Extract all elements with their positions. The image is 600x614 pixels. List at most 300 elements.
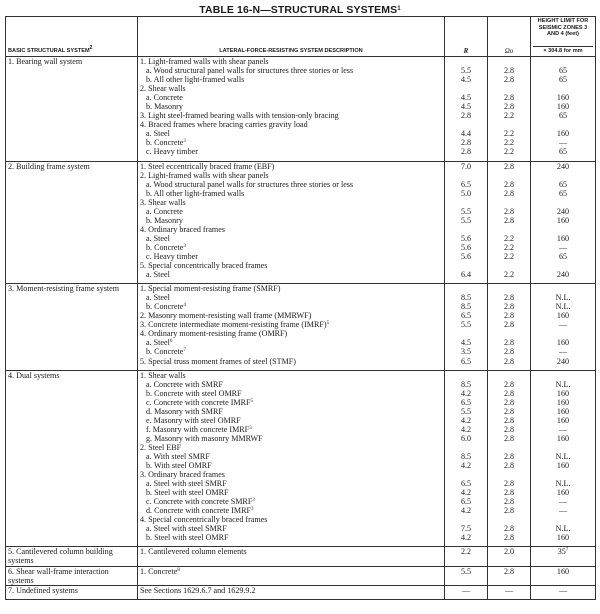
r-value: [447, 443, 485, 452]
height-limit-text: 240: [556, 356, 570, 366]
r-value: 5.5: [460, 320, 472, 330]
description-text: a. Concrete: [146, 206, 183, 216]
r-value: 4.2: [460, 424, 472, 434]
r-value: 2.8: [460, 111, 472, 121]
description-line: [140, 138, 442, 147]
height-limit-value: [533, 380, 593, 389]
height-limit-value: [533, 284, 593, 293]
description-text: 4. Special concentrically braced frames: [140, 515, 268, 525]
height-limit-text: —: [558, 424, 568, 434]
description-line: [140, 524, 442, 533]
height-limit-text: —: [558, 242, 568, 252]
basic-system-label: 3. Moment-resisting frame system: [8, 284, 120, 294]
height-limit-cell: [531, 284, 596, 370]
description-line: [140, 129, 442, 138]
height-limit-text: —: [558, 347, 568, 357]
omega-value-cell: [488, 547, 531, 566]
height-limit-text: N.L.: [555, 293, 571, 303]
height-limit-text: 240: [556, 270, 570, 280]
height-limit-value: [533, 338, 593, 347]
description-text: 1. Cantilevered column elements: [140, 547, 247, 557]
height-limit-value: [533, 311, 593, 320]
description-text: b. Masonry: [146, 215, 183, 225]
description-line: [140, 586, 442, 595]
height-limit-text: 160: [556, 102, 570, 112]
description-text: 5. Special truss moment frames of steel (STMF): [140, 356, 297, 366]
description-line: [140, 93, 442, 102]
omega-value: —: [504, 585, 514, 595]
omega-value: 2.8: [503, 497, 515, 507]
description-line: [140, 207, 442, 216]
omega-value: [490, 284, 528, 293]
description-line: [140, 547, 442, 556]
r-value: 6.0: [460, 433, 472, 443]
r-value: [447, 84, 485, 93]
height-limit-text: 160: [556, 93, 570, 103]
height-limit-text: 160: [556, 488, 570, 498]
description-text: a. Steel: [146, 338, 170, 348]
description-text: 1. Light-framed walls with shear panels: [140, 57, 269, 66]
omega-value: 2.2: [503, 138, 515, 148]
r-value-cell: [445, 547, 488, 566]
omega-value: 2.8: [503, 75, 515, 85]
description-text: 4. Braced frames where bracing carries gravity load: [140, 120, 308, 130]
table-header: [6, 17, 596, 57]
r-value: [447, 329, 485, 338]
height-limit-value: [533, 93, 593, 102]
height-limit-text: 240: [556, 161, 570, 171]
height-limit-text: N.L.: [555, 451, 571, 461]
height-limit-value: [533, 586, 593, 595]
height-limit-value: [533, 533, 593, 542]
description-line: [140, 311, 442, 320]
height-limit-value: [533, 198, 593, 207]
height-limit-text: N.L.: [555, 479, 571, 489]
height-limit-text: N.L.: [555, 302, 571, 312]
description-line: [140, 261, 442, 270]
description-line: [140, 389, 442, 398]
r-value: 6.5: [460, 311, 472, 321]
footnote-marker: 5: [250, 398, 254, 404]
basic-system-cell: [6, 161, 138, 284]
r-value-cell: [445, 585, 488, 599]
r-value: 4.2: [460, 488, 472, 498]
height-limit-text: 160: [556, 415, 570, 425]
description-cell: [138, 161, 445, 284]
omega-value: 2.2: [503, 147, 515, 157]
description-line: [140, 216, 442, 225]
header-omega: Ωo: [488, 17, 531, 57]
omega-value: 2.8: [503, 188, 515, 198]
r-value: 5.5: [460, 566, 472, 576]
description-text: c. Concrete with concrete SMRF: [146, 497, 253, 507]
r-value: 8.5: [460, 293, 472, 303]
description-line: [140, 57, 442, 66]
description-line: [140, 371, 442, 380]
height-limit-value: [533, 506, 593, 515]
omega-value: 2.8: [503, 566, 515, 576]
footnote-marker: 8: [177, 567, 180, 573]
description-line: [140, 225, 442, 234]
description-cell: [138, 284, 445, 370]
height-limit-cell: [531, 370, 596, 547]
description-text: a. With steel SMRF: [146, 451, 210, 461]
omega-value: 2.8: [503, 338, 515, 348]
system-group-row: [6, 585, 596, 599]
r-value: 4.5: [460, 102, 472, 112]
omega-value: [490, 57, 528, 66]
description-line: [140, 425, 442, 434]
description-text: b. Steel with steel OMRF: [146, 533, 229, 543]
footnote-marker: 3: [183, 243, 186, 249]
footnote-marker: 3: [250, 507, 254, 513]
header-height-conversion: × 304.8 for mm: [543, 48, 583, 54]
r-value: 5.5: [460, 66, 472, 76]
description-line: [140, 357, 442, 366]
r-value: 6.5: [460, 397, 472, 407]
basic-system-cell: [6, 547, 138, 566]
r-value: [447, 371, 485, 380]
r-value-cell: [445, 161, 488, 284]
r-value: 6.5: [460, 179, 472, 189]
height-limit-value: [533, 102, 593, 111]
description-text: d. Masonry with SMRF: [146, 406, 223, 416]
description-text: 3. Light steel-framed bearing walls with tension-only bracing: [140, 111, 339, 121]
height-limit-cell: [531, 566, 596, 585]
height-limit-value: [533, 261, 593, 270]
header-basic-system-text: BASIC STRUCTURAL SYSTEM: [8, 48, 90, 54]
omega-value: 2.8: [503, 293, 515, 303]
r-value: 8.5: [460, 451, 472, 461]
description-line: [140, 329, 442, 338]
description-line: [140, 470, 442, 479]
basic-system-label: 4. Dual systems: [8, 370, 60, 380]
r-value: [447, 261, 485, 270]
footnote-marker: 5: [326, 321, 330, 327]
description-line: [140, 497, 442, 506]
footnote-marker: 6: [169, 339, 173, 345]
height-limit-value: [533, 138, 593, 147]
description-text: a. Steel: [146, 233, 170, 243]
height-limit-value: [533, 461, 593, 470]
description-text: a. Wood structural panel walls for structures three stories or less: [146, 66, 354, 76]
r-value: 5.5: [460, 215, 472, 225]
system-group-row: [6, 284, 596, 370]
height-limit-text: N.L.: [555, 379, 571, 389]
omega-value: [490, 329, 528, 338]
description-line: [140, 84, 442, 93]
description-line: [140, 347, 442, 356]
omega-value: [490, 470, 528, 479]
description-text: c. Heavy timber: [146, 251, 198, 261]
height-limit-text: 160: [556, 311, 570, 321]
description-cell: [138, 566, 445, 585]
omega-value: [490, 261, 528, 270]
description-line: [140, 147, 442, 156]
height-limit-value: [533, 225, 593, 234]
height-limit-value: [533, 329, 593, 338]
header-height-limit-text: HEIGHT LIMIT FOR SEISMIC ZONES 3 AND 4 (feet): [533, 17, 593, 47]
r-value: [447, 171, 485, 180]
description-cell: [138, 585, 445, 599]
omega-value: 2.8: [503, 506, 515, 516]
description-line: [140, 461, 442, 470]
omega-value: [490, 515, 528, 524]
omega-value: 2.2: [503, 129, 515, 139]
description-text: d. Concrete with concrete IMRF: [146, 506, 251, 516]
r-value: [447, 120, 485, 129]
description-text: b. Concrete: [146, 138, 184, 148]
omega-value: 2.8: [503, 179, 515, 189]
description-text: 2. Shear walls: [140, 84, 186, 94]
description-text: 3. Ordinary braced frames: [140, 470, 225, 480]
description-line: [140, 111, 442, 120]
r-value: 4.2: [460, 533, 472, 543]
omega-value: 2.8: [503, 397, 515, 407]
description-line: [140, 320, 442, 329]
omega-value: 2.8: [503, 311, 515, 321]
height-limit-text: —: [558, 506, 568, 516]
height-limit-text: 65: [558, 147, 568, 157]
description-line: [140, 293, 442, 302]
omega-value: 2.0: [503, 547, 515, 557]
r-value: 7.5: [460, 524, 472, 534]
height-limit-value: [533, 398, 593, 407]
omega-value: [490, 443, 528, 452]
description-text: 4. Ordinary braced frames: [140, 224, 225, 234]
description-line: [140, 162, 442, 171]
omega-value: 2.8: [503, 206, 515, 216]
omega-value: 2.2: [503, 251, 515, 261]
description-text: a. Concrete: [146, 93, 183, 103]
description-cell: [138, 57, 445, 162]
height-limit-text: 35: [557, 547, 566, 557]
height-limit-text: 160: [556, 233, 570, 243]
omega-value: 2.8: [503, 388, 515, 398]
r-value-cell: [445, 284, 488, 370]
height-limit-value: [533, 416, 593, 425]
description-line: [140, 380, 442, 389]
structural-systems-table: [5, 16, 596, 600]
height-limit-value: [533, 120, 593, 129]
r-value: 4.4: [460, 129, 472, 139]
description-text: a. Steel: [146, 129, 170, 139]
footnote-marker: 7: [183, 348, 186, 354]
height-limit-value: [533, 547, 593, 556]
height-limit-value: [533, 389, 593, 398]
height-limit-text: 160: [556, 461, 570, 471]
description-line: [140, 180, 442, 189]
omega-value-cell: [488, 57, 531, 162]
r-value: 4.5: [460, 75, 472, 85]
height-limit-value: [533, 515, 593, 524]
height-limit-text: —: [558, 585, 568, 595]
omega-value: 2.8: [503, 347, 515, 357]
height-limit-value: [533, 57, 593, 66]
table-title-text: TABLE 16-N—STRUCTURAL SYSTEMS: [199, 4, 398, 16]
system-group-row: [6, 566, 596, 585]
description-text: a. Steel with steel SMRF: [146, 479, 227, 489]
r-value: [447, 284, 485, 293]
height-limit-value: [533, 189, 593, 198]
description-line: [140, 75, 442, 84]
omega-value: 2.8: [503, 320, 515, 330]
description-text: 2. Light-framed walls with shear panels: [140, 170, 269, 180]
height-limit-text: 160: [556, 397, 570, 407]
height-limit-text: 160: [556, 406, 570, 416]
height-limit-value: [533, 111, 593, 120]
r-value: [447, 515, 485, 524]
r-value: 5.6: [460, 242, 472, 252]
description-text: 5. Special concentrically braced frames: [140, 261, 268, 271]
description-text: b. With steel OMRF: [146, 461, 212, 471]
height-limit-value: [533, 425, 593, 434]
basic-system-label: 6. Shear wall-frame interaction systems: [8, 566, 109, 585]
r-value: 4.2: [460, 415, 472, 425]
height-limit-value: [533, 407, 593, 416]
height-limit-text: 65: [558, 188, 568, 198]
omega-value: 2.8: [503, 379, 515, 389]
r-value: 5.6: [460, 251, 472, 261]
height-limit-text: 160: [556, 338, 570, 348]
description-cell: [138, 547, 445, 566]
description-text: a. Concrete with SMRF: [146, 379, 223, 389]
height-limit-value: [533, 320, 593, 329]
r-value: 4.2: [460, 506, 472, 516]
height-limit-cell: [531, 547, 596, 566]
description-text: e. Masonry with steel OMRF: [146, 415, 241, 425]
height-limit-cell: [531, 585, 596, 599]
basic-system-cell: [6, 566, 138, 585]
height-limit-value: [533, 270, 593, 279]
r-value: [447, 57, 485, 66]
omega-value: 2.8: [503, 488, 515, 498]
description-line: [140, 270, 442, 279]
height-limit-value: [533, 66, 593, 75]
description-line: [140, 416, 442, 425]
description-text: 1. Steel eccentrically braced frame (EBF): [140, 161, 275, 171]
system-group-row: [6, 547, 596, 566]
description-line: [140, 189, 442, 198]
description-line: [140, 120, 442, 129]
height-limit-value: [533, 180, 593, 189]
height-limit-text: —: [558, 138, 568, 148]
description-line: [140, 302, 442, 311]
description-text: 3. Concrete intermediate moment-resisting frame (IMRF): [140, 320, 327, 330]
header-description: LATERAL-FORCE-RESISTING SYSTEM DESCRIPTION: [138, 17, 445, 57]
description-text: a. Steel with steel SMRF: [146, 524, 227, 534]
height-limit-value: [533, 75, 593, 84]
height-limit-text: 160: [556, 533, 570, 543]
height-limit-value: [533, 479, 593, 488]
r-value: 5.5: [460, 406, 472, 416]
height-limit-text: 160: [556, 433, 570, 443]
height-limit-value: [533, 434, 593, 443]
description-text: 2. Masonry moment-resisting wall frame (MMRWF): [140, 311, 312, 321]
r-value: 4.5: [460, 338, 472, 348]
omega-value-cell: [488, 370, 531, 547]
height-limit-value: [533, 488, 593, 497]
description-text: 4. Ordinary moment-resisting frame (OMRF): [140, 329, 288, 339]
description-text: b. Masonry: [146, 102, 183, 112]
height-limit-text: N.L.: [555, 524, 571, 534]
r-value: 2.2: [460, 547, 472, 557]
description-text: g. Masonry with masonry MMRWF: [146, 433, 263, 443]
description-text: b. Steel with steel OMRF: [146, 488, 229, 498]
height-limit-text: 65: [558, 66, 568, 76]
description-line: [140, 252, 442, 261]
omega-value-cell: [488, 161, 531, 284]
r-value-cell: [445, 57, 488, 162]
height-limit-cell: [531, 57, 596, 162]
height-limit-text: 65: [558, 179, 568, 189]
height-limit-value: [533, 524, 593, 533]
table-title: [0, 4, 600, 16]
description-text: b. All other light-framed walls: [146, 188, 245, 198]
height-limit-value: [533, 216, 593, 225]
footnote-marker: 7: [565, 548, 569, 554]
r-value: 6.4: [460, 270, 472, 280]
omega-value: 2.8: [503, 215, 515, 225]
height-limit-text: 65: [558, 111, 568, 121]
description-line: [140, 452, 442, 461]
description-text: b. All other light-framed walls: [146, 75, 245, 85]
omega-value: 2.8: [503, 102, 515, 112]
description-text: f. Masonry with concrete IMRF: [146, 424, 250, 434]
r-value: 4.5: [460, 93, 472, 103]
footnote-marker: 3: [183, 139, 186, 145]
omega-value: 2.8: [503, 479, 515, 489]
description-line: [140, 407, 442, 416]
description-text: c. Heavy timber: [146, 147, 198, 157]
height-limit-value: [533, 497, 593, 506]
omega-value: [490, 171, 528, 180]
omega-value: 2.8: [503, 533, 515, 543]
omega-value: [490, 120, 528, 129]
description-line: [140, 398, 442, 407]
basic-system-label: 5. Cantilevered column building systems: [8, 547, 113, 566]
height-limit-text: 65: [558, 251, 568, 261]
height-limit-text: 160: [556, 388, 570, 398]
description-text: 1. Shear walls: [140, 370, 186, 380]
footnote-marker: 3: [249, 425, 252, 431]
description-text: 1. Special moment-resisting frame (SMRF): [140, 284, 281, 294]
omega-value: 2.8: [503, 433, 515, 443]
omega-value: 2.8: [503, 524, 515, 534]
basic-system-cell: [6, 57, 138, 162]
description-text: a. Wood structural panel walls for structures three stories or less: [146, 179, 354, 189]
r-value: 2.8: [460, 138, 472, 148]
description-text: 3. Shear walls: [140, 197, 186, 207]
r-value: 4.2: [460, 461, 472, 471]
omega-value: 2.2: [503, 270, 515, 280]
basic-system-label: 2. Building frame system: [8, 161, 90, 171]
height-limit-value: [533, 243, 593, 252]
description-line: [140, 171, 442, 180]
r-value: 2.8: [460, 147, 472, 157]
system-group-row: [6, 57, 596, 162]
height-limit-value: [533, 443, 593, 452]
height-limit-text: —: [558, 320, 568, 330]
basic-system-cell: [6, 284, 138, 370]
basic-system-cell: [6, 585, 138, 599]
height-limit-value: [533, 252, 593, 261]
omega-value: 2.2: [503, 233, 515, 243]
basic-system-cell: [6, 370, 138, 547]
omega-value-cell: [488, 566, 531, 585]
omega-value-cell: [488, 284, 531, 370]
height-limit-cell: [531, 161, 596, 284]
